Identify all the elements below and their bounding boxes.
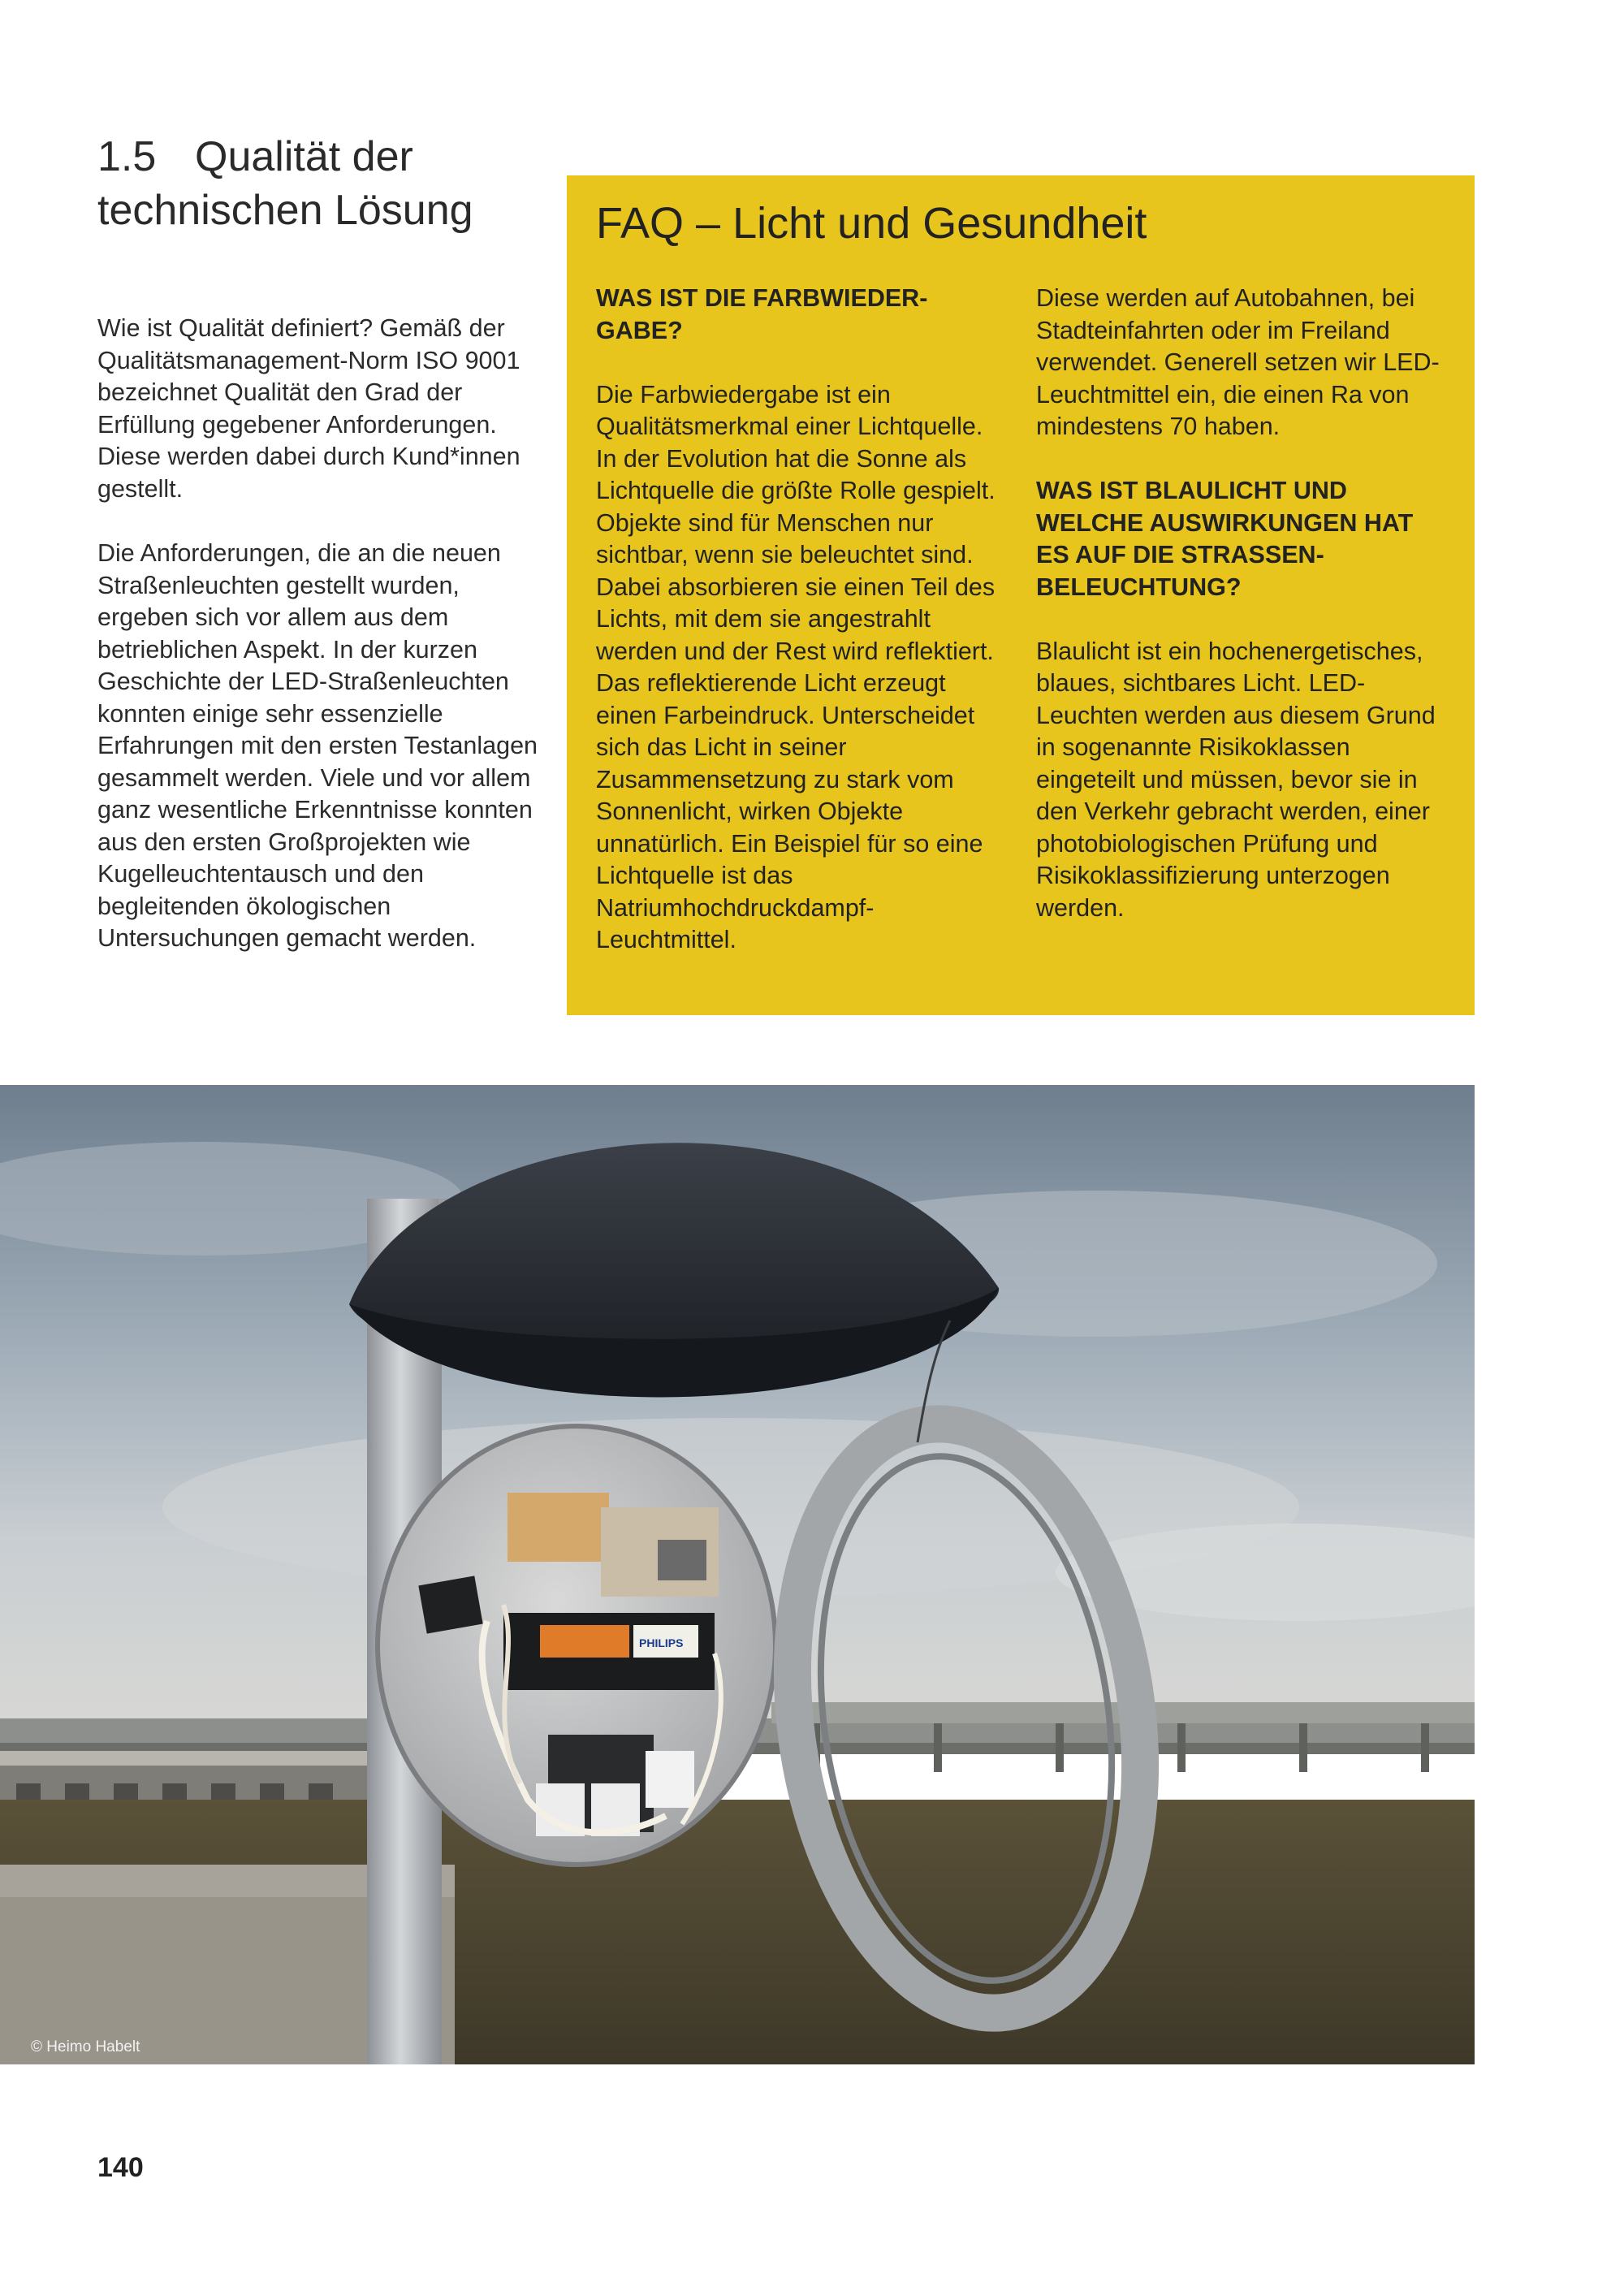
section-title-line-1: Qualität der — [195, 133, 413, 180]
heading-line-1 — [97, 130, 552, 184]
intro-text — [97, 313, 548, 988]
faq-question-1: WAS IST DIE FARBWIEDER-GABE? — [596, 284, 928, 344]
street-lamp-photo — [0, 1085, 1475, 2064]
intro-paragraph-2: Die Anforderungen, die an die neuen Straßenleuchten gestellt wurden, ergeben sich vor allem aus dem betrieblichen Aspekt. In der kurzen Geschichte der LED-Straßenleuchten konnten einige sehr essenzielle Erfahrungen mit den ersten Testanlagen gesammelt werden. Viele und vor allem ganz wesentliche Erkenntnisse konnten aus den ersten Großprojekten wie Kugelleuchtentausch und den begleitenden ökologischen Untersuchungen gemacht werden. — [97, 539, 538, 952]
faq-column-right — [1036, 283, 1446, 957]
section-number: 1.5 — [97, 133, 157, 180]
philips-label: PHILIPS — [639, 1636, 684, 1649]
faq-answer-1: Die Farbwiedergabe ist ein Qualitätsmerkmal einer Lichtquelle. In der Evolution hat die Sonne als Lichtquelle die größte Rolle gespielt. Objekte sind für Menschen nur sichtbar, wenn sie beleuchtet sind. Dabei absorbieren sie einen Teil des Lichts, mit dem sie angestrahlt werden und der Rest wird reflektiert. Das reflektierende Licht erzeugt einen Farbeindruck. Unterscheidet sich das Licht in seiner Zusammensetzung zu stark vom Sonnenlicht, wirken Objekte unnatürlich. Ein Beispiel für so eine Lichtquelle ist das Natriumhochdruckdampf-Leuchtmittel. — [596, 380, 996, 953]
photo-credit: © Heimo Habelt — [31, 2038, 140, 2055]
faq-answer-2: Blaulicht ist ein hochenergetisches, blaues, sichtbares Licht. LED-Leuchten werden aus diesem Grund in sogenannte Risikoklassen eingeteilt und müssen, bevor sie in den Verkehr gebracht werden, einer photobiologischen Prüfung und Risikoklassifizierung unterzogen werden. — [1036, 637, 1436, 922]
faq-question-2: WAS IST BLAULICHT UND WELCHE AUSWIRKUNGEN HAT ES AUF DIE STRASSEN-BELEUCHTUNG? — [1036, 477, 1414, 601]
faq-column-left — [596, 283, 1006, 988]
page-number: 140 — [97, 2152, 144, 2183]
intro-paragraph-1: Wie ist Qualität definiert? Gemäß der Qualitätsmanagement-Norm ISO 9001 bezeichnet Qualität den Grad der Erfüllung gegebener Anforderungen. Diese werden dabei durch Kund*innen gestellt. — [97, 314, 520, 503]
faq-box — [567, 175, 1475, 1015]
faq-title: FAQ – Licht und Gesundheit — [596, 199, 1147, 248]
section-title-line-2: technischen Lösung — [97, 187, 473, 234]
faq-answer-1-continued: Diese werden auf Autobahnen, bei Stadteinfahrten oder im Freiland verwendet. Generell setzen wir LED-Leuchtmittel ein, die einen Ra von mindestens 70 haben. — [1036, 284, 1440, 440]
photo-illustration — [0, 1085, 1475, 2064]
section-heading — [97, 130, 552, 237]
